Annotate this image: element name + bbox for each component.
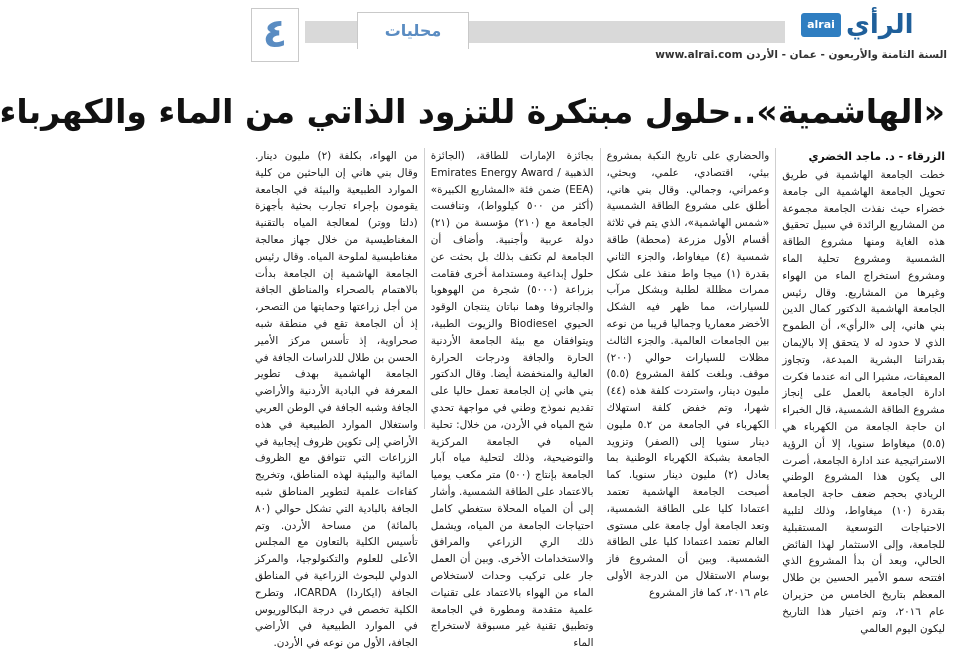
article-body: [249, 148, 951, 650]
column-text: والحضاري على تاريخ النكبة بمشروع بيئي، اقتصادي، علمي، وبحثي، وعمراني، وجمالي. وقال بني هاني، أطلق على مشروع الطاقة الشمسية «شمس الهاشمية»، الذي يتم في ثلاثة أقسام الأول مزرعة (محطة) طاقة شمسية (٤) ميغاواط، والجزء الثاني بقدرة (١) ميجا واط منفذ على شكل ممرات مظللة لطلبة وبشكل مرآب للسيارات، مما ظهر فيه الشكل الأخضر معماريا وجماليا قريبا من نوعه بين الجامعات العالمية. والجزء الثالث مظلات للسيارات حوالي (٢٠٠) موقف. وبلغت كلفة المشروع (٥.٥) مليون دينار، واستردت كلفة هذه (٤٤) شهرا، وتم خفض كلفة استهلاك الكهرباء في الجامعة من ٥.٢ مليون دينار سنويا إلى (الصفر) وتزويد الجامعة بشبكة الكهرباء الوطنية بما يعادل (٢) مليون دينار سنويا. كما أصبحت الجامعة الهاشمية تعتمد اعتمادا كليا على الطاقة الشمسية، وتعد الجامعة أول جامعة على مستوى العالم تعتمد اعتمادا كليا على الطاقة الشمسية. وبين أن المشروع فاز بوسام الاستقلال من الدرجة الأولى عام ٢٠١٦، كما فاز المشروع: [606, 150, 770, 599]
article-column-3: [425, 148, 601, 650]
article-column-1: [776, 148, 951, 635]
byline: الزرقاء - د. ماجد الخضري: [808, 150, 945, 163]
newspaper-logo[interactable]: [801, 6, 949, 44]
article-column-4: [249, 148, 425, 650]
page-header: [245, 0, 955, 76]
article-column-2: [601, 148, 777, 599]
dateline: السنة الثامنة والأربعون - عمان - الأردن www.alrai.com: [655, 49, 947, 61]
column-text: خطت الجامعة الهاشمية في طريق تحويل الجامعة الهاشمية الى جامعة خضراء حيث نفذت الجامعة مجموعة من المشاريع الرائدة في سبيل تحقيق هذه الغاية ومنها مشروع الطاقة الشمسية ومشروع تحلية الماء ومشروع استخراج الماء من الهواء وغيرها من المشاريع. وقال رئيس الجامعة الهاشمية الدكتور كمال الدين بني هاني، إلى «الرأي»، أن الطموح الذي لا حدود له لا يتحقق إلا بالإيمان بقدراتنا البشرية المبدعة، وتجاوز المعيقات، مشيرا الى انه عندما فكرت ادارة الجامعة بالعمل على إنجاز مشروع الطاقة الشمسية، قال الخبراء ان حاجة الجامعة من الكهرباء هي (٥.٥) ميغاواط سنويا، إلا أن الرؤية الاستراتيجية عند ادارة الجامعة، أصرت الى يكون هذا المشروع الوطني الريادي بحجم ضعف حاجة الجامعة بقدرة (١٠) ميغاواط، وذلك لتلبية الاحتياجات التوسعية المستقبلية للجامعة، وإلى الاستثمار لهذا الفائض الحالي، وبعد أن بدأ المشروع الذي افتتحه سمو الأمير الحسين بن طلال المعظم بتاريخ الخامس من حزيران عام ٢٠١٦، وتم اختيار هذا التاريخ ليكون اليوم العالمي: [782, 169, 945, 635]
page-number: ٤: [251, 8, 299, 62]
section-label: محليات: [357, 12, 469, 49]
logo-word: الرأي: [846, 10, 914, 40]
column-text: من الهواء، بكلفة (٢) مليون دينار. وقال بني هاني إن الباحثين من كلية الموارد الطبيعية والبيئة في الجامعة يقومون بإجراء تجارب بحثية بأجهزة (دلتا ووتر) لمعالجة المياه بالتقنية المغناطيسية من خلال جهاز معالجة مغناطيسية لملوحة المياه. وقال رئيس الجامعة الهاشمية إن الجامعة بدأت بالاهتمام بالصحراء والمناطق الجافة من أجل زراعتها وحمايتها من التصحر، إذ أن الجامعة تقع في منطقة شبه صحراوية، إذ تأسس مركز الأمير الحسن بن طلال للدراسات الجافة في الجامعة الهاشمية بهدف تطوير المعرفة في البادية الأردنية والأراضي الجافة وشبه الجافة في الوطن العربي واستغلال الموارد الطبيعية في هذه الأراضي إلى تكوين ظروف إيجابية في الزراعات التي تتوافق مع الظروف المائية والبيئية لهذه المناطق، وتخريج كفاءات علمية لتطوير المناطق شبه الجافة بالبادية التي تشكل حوالي (٨٠ بالمائة) من مساحة الأردن. وتم تأسيس الكلية بالتعاون مع المجلس الأعلى للعلوم والتكنولوجيا، والمركز الدولي للبحوث الزراعية في المناطق الجافة (ايكاردا) ICARDA، وتطرح الكلية تخصص في درجة البكالوريوس في الموارد الطبيعية في الأراضي الجافة، الأول من نوعه في الأردن.: [255, 150, 418, 650]
column-text: بجائزة الإمارات للطاقة، (الجائزة الذهبية / Emirates Energy Award (EEA) ضمن فئة «المشاريع الكبيرة» (أكثر من ٥٠٠ كيلوواط)، وتنافست الجامعة مع (٢١٠) مؤسسة من (٢١) دولة عربية وأجنبية. وأضاف أن الجامعة لم تكتف بذلك بل بحثت عن حلول إبداعية ومستدامة أخرى فقامت بزراعة (٥٠٠٠) شجرة من الهوهوبا والجاتروفا وهما نباتان ينتجان الوقود الحيوي Biodiesel والزيوت الطبية، ويتوافقان مع بيئة الجامعة الأردنية الحارة والجافة ودرجات الحرارة العالية والمنخفضة أيضا. وقال الدكتور بني هاني إن الجامعة تعمل حاليا على تقديم نموذج وطني في مواجهة تحدي شح المياه في الأردن، من خلال: تحلية المياه في الجامعة المركزية والتوضيحية، وذلك لتحلية مياه آبار الجامعة بإنتاج (٥٠٠) متر مكعب يوميا بالاعتماد على الطاقة الشمسية. وأشار إلى أن المياه المحلاة ستغطي كامل احتياجات الجامعة من المياه، ويشمل ذلك الري الزراعي والمرافق والاستخدامات الأخرى. وبين أن العمل جار على تركيب وحدات لاستخلاص الماء من الهواء بالاعتماد على تقنيات علمية متقدمة ومطورة في الجامعة وتطبيق تقنية غير مسبوقة لاستخراج الماء: [430, 150, 594, 650]
logo-mark: alrai: [801, 13, 841, 37]
article-headline: «الهاشمية»..حلول مبتكرة للتزود الذاتي من الماء والكهرباء: [0, 92, 945, 131]
